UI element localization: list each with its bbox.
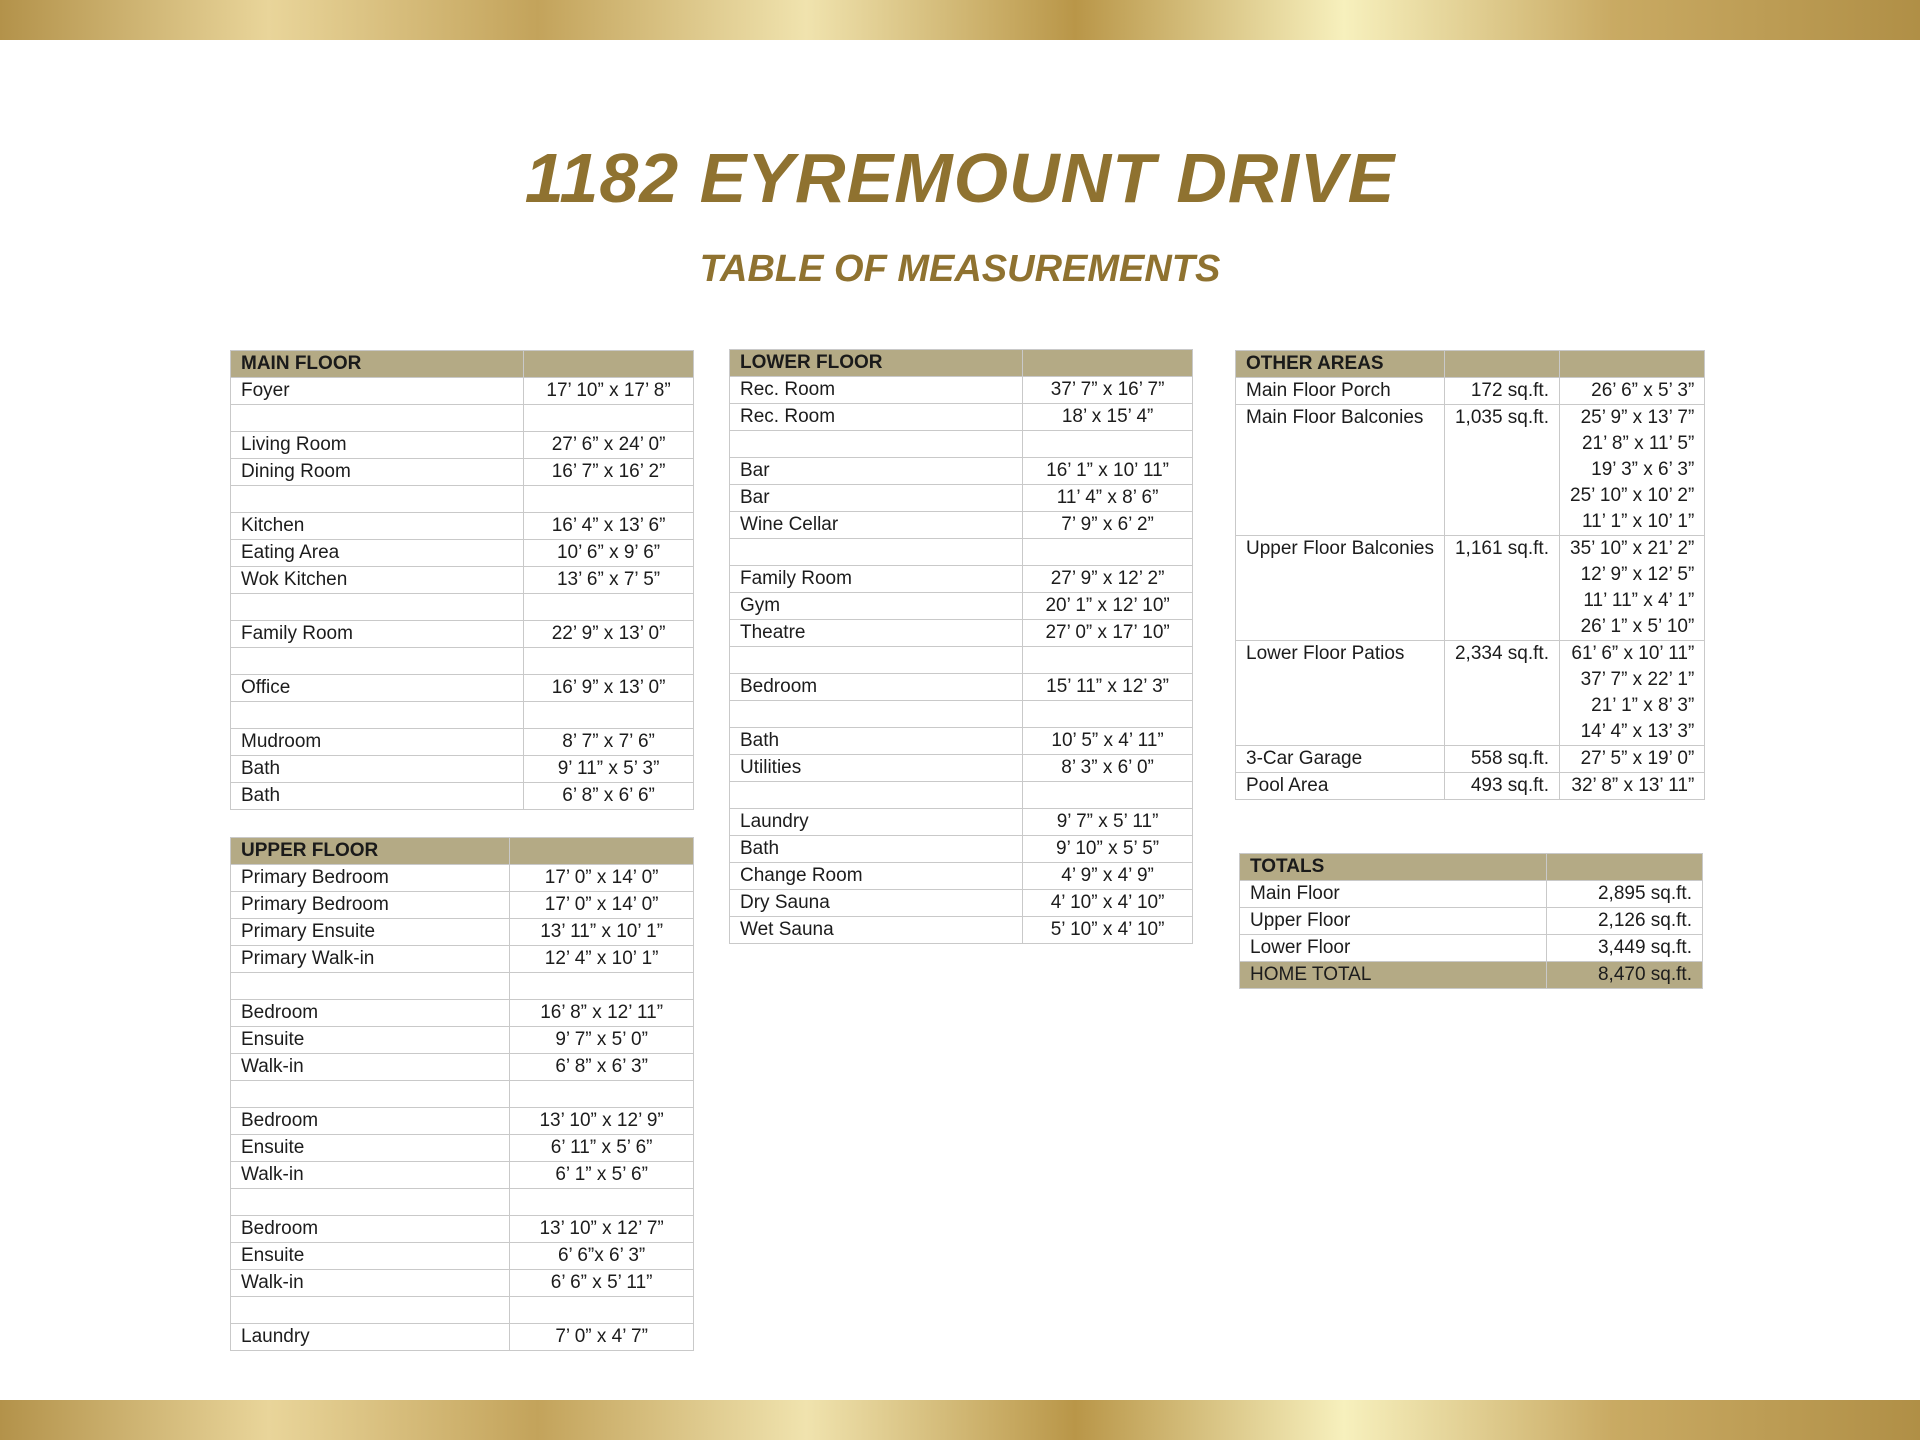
dimension-line: 37’ 7” x 22’ 1”: [1580, 669, 1695, 690]
table-row: [1240, 881, 1703, 908]
table-row: [730, 647, 1193, 674]
table-row: [231, 729, 694, 756]
area-sqft: 1,035 sq.ft.: [1444, 405, 1559, 536]
room-dimensions: 7’ 0” x 4’ 7”: [510, 1324, 694, 1351]
room-name: [231, 973, 510, 1000]
room-name: Family Room: [231, 621, 524, 648]
table-row: [231, 756, 694, 783]
table-header-row: [231, 351, 694, 378]
table-row: [231, 1189, 694, 1216]
room-dimensions: 11’ 4” x 8’ 6”: [1023, 485, 1193, 512]
table-row: [231, 1162, 694, 1189]
room-dimensions: 6’ 6” x 5’ 11”: [510, 1270, 694, 1297]
room-dimensions: 4’ 9” x 4’ 9”: [1023, 863, 1193, 890]
room-dimensions: 12’ 4” x 10’ 1”: [510, 946, 694, 973]
room-name: Utilities: [730, 755, 1023, 782]
table-row: [730, 485, 1193, 512]
area-sqft: 493 sq.ft.: [1444, 773, 1559, 800]
table-row: [231, 946, 694, 973]
room-name: Wet Sauna: [730, 917, 1023, 944]
table-row: [730, 539, 1193, 566]
bottom-gold-band: [0, 1400, 1920, 1440]
room-name: Family Room: [730, 566, 1023, 593]
table-row: [231, 892, 694, 919]
table-row: [231, 1270, 694, 1297]
room-dimensions: 27’ 6” x 24’ 0”: [524, 432, 694, 459]
room-dimensions: 27’ 0” x 17’ 10”: [1023, 620, 1193, 647]
dimension-line: 14’ 4” x 13’ 3”: [1580, 721, 1695, 742]
room-dimensions: 13’ 10” x 12’ 9”: [510, 1108, 694, 1135]
table-row: [730, 728, 1193, 755]
area-name: Pool Area: [1236, 773, 1445, 800]
room-dimensions: 10’ 5” x 4’ 11”: [1023, 728, 1193, 755]
table-header: MAIN FLOOR: [231, 351, 524, 378]
room-dimensions: 9’ 7” x 5’ 0”: [510, 1027, 694, 1054]
room-dimensions: 16’ 7” x 16’ 2”: [524, 459, 694, 486]
area-sqft: 1,161 sq.ft.: [1444, 536, 1559, 641]
room-dimensions: 5’ 10” x 4’ 10”: [1023, 917, 1193, 944]
area-name: Upper Floor Balconies: [1236, 536, 1445, 641]
dimension-line: 25’ 10” x 10’ 2”: [1570, 485, 1695, 506]
page-title: 1182 EYREMOUNT DRIVE: [524, 139, 1396, 217]
home-total-row: [1240, 962, 1703, 989]
room-dimensions: 6’ 8” x 6’ 6”: [524, 783, 694, 810]
room-dimensions: [524, 594, 694, 621]
room-dimensions: 6’ 1” x 5’ 6”: [510, 1162, 694, 1189]
dimension-line: 27’ 5” x 19’ 0”: [1580, 748, 1695, 769]
room-name: [231, 1081, 510, 1108]
dimension-line: 26’ 1” x 5’ 10”: [1580, 616, 1695, 637]
table-header-row: [1236, 351, 1705, 378]
area-dimensions: [1560, 641, 1705, 746]
room-name: Bath: [730, 728, 1023, 755]
dimension-line: 11’ 1” x 10’ 1”: [1581, 511, 1695, 532]
table-header-row: [730, 350, 1193, 377]
room-name: Eating Area: [231, 540, 524, 567]
dimension-line: 21’ 1” x 8’ 3”: [1591, 695, 1695, 716]
table-row: [1236, 405, 1705, 536]
room-name: Bedroom: [231, 1000, 510, 1027]
room-name: Bath: [231, 756, 524, 783]
room-name: Gym: [730, 593, 1023, 620]
total-label: Lower Floor: [1240, 935, 1547, 962]
room-dimensions: 6’ 11” x 5’ 6”: [510, 1135, 694, 1162]
table-row: [231, 459, 694, 486]
table-row: [231, 783, 694, 810]
home-total-label: HOME TOTAL: [1240, 962, 1547, 989]
room-name: [730, 539, 1023, 566]
area-sqft: 558 sq.ft.: [1444, 746, 1559, 773]
room-name: Walk-in: [231, 1270, 510, 1297]
room-dimensions: 6’ 8” x 6’ 3”: [510, 1054, 694, 1081]
room-name: Primary Walk-in: [231, 946, 510, 973]
total-value: 2,895 sq.ft.: [1547, 881, 1703, 908]
room-name: Ensuite: [231, 1027, 510, 1054]
room-dimensions: 10’ 6” x 9’ 6”: [524, 540, 694, 567]
area-name: Lower Floor Patios: [1236, 641, 1445, 746]
room-dimensions: 9’ 11” x 5’ 3”: [524, 756, 694, 783]
room-name: Primary Bedroom: [231, 865, 510, 892]
table-row: [231, 1324, 694, 1351]
table-header: UPPER FLOOR: [231, 838, 510, 865]
room-dimensions: 16’ 8” x 12’ 11”: [510, 1000, 694, 1027]
table-row: [1240, 908, 1703, 935]
dimension-line: 61’ 6” x 10’ 11”: [1571, 643, 1695, 664]
table-row: [1236, 378, 1705, 405]
table-row: [730, 917, 1193, 944]
room-dimensions: [1023, 782, 1193, 809]
room-name: Walk-in: [231, 1162, 510, 1189]
room-name: Bar: [730, 458, 1023, 485]
room-name: [730, 431, 1023, 458]
room-dimensions: [510, 973, 694, 1000]
table-row: [231, 1297, 694, 1324]
table-row: [231, 1000, 694, 1027]
table-row: [231, 486, 694, 513]
room-dimensions: 8’ 7” x 7’ 6”: [524, 729, 694, 756]
room-dimensions: 20’ 1” x 12’ 10”: [1023, 593, 1193, 620]
room-name: Laundry: [231, 1324, 510, 1351]
room-dimensions: 9’ 7” x 5’ 11”: [1023, 809, 1193, 836]
room-dimensions: 13’ 10” x 12’ 7”: [510, 1216, 694, 1243]
room-dimensions: 16’ 1” x 10’ 11”: [1023, 458, 1193, 485]
total-value: 3,449 sq.ft.: [1547, 935, 1703, 962]
room-name: [231, 405, 524, 432]
other-areas-table: [1235, 350, 1705, 800]
table-row: [730, 404, 1193, 431]
area-dimensions: [1560, 773, 1705, 800]
dimension-line: 26’ 6” x 5’ 3”: [1591, 380, 1695, 401]
home-total-value: 8,470 sq.ft.: [1547, 962, 1703, 989]
table-row: [1236, 746, 1705, 773]
room-dimensions: [510, 1189, 694, 1216]
dimension-line: 35’ 10” x 21’ 2”: [1570, 538, 1695, 559]
room-name: Walk-in: [231, 1054, 510, 1081]
table-row: [730, 620, 1193, 647]
room-name: Bedroom: [730, 674, 1023, 701]
room-dimensions: 13’ 6” x 7’ 5”: [524, 567, 694, 594]
table-row: [231, 594, 694, 621]
table-row: [231, 919, 694, 946]
room-name: [730, 782, 1023, 809]
total-label: Main Floor: [1240, 881, 1547, 908]
table-row: [730, 701, 1193, 728]
room-name: [231, 1297, 510, 1324]
room-dimensions: [524, 702, 694, 729]
area-dimensions: [1560, 378, 1705, 405]
area-sqft: 2,334 sq.ft.: [1444, 641, 1559, 746]
table-header-row: [231, 838, 694, 865]
table-row: [231, 675, 694, 702]
room-name: [231, 702, 524, 729]
room-dimensions: 16’ 4” x 13’ 6”: [524, 513, 694, 540]
table-row: [1240, 935, 1703, 962]
room-name: Rec. Room: [730, 404, 1023, 431]
table-header: LOWER FLOOR: [730, 350, 1023, 377]
room-dimensions: 22’ 9” x 13’ 0”: [524, 621, 694, 648]
room-name: Primary Ensuite: [231, 919, 510, 946]
table-row: [231, 432, 694, 459]
room-name: Office: [231, 675, 524, 702]
room-dimensions: 18’ x 15’ 4”: [1023, 404, 1193, 431]
table-row: [231, 1243, 694, 1270]
main-floor-table: [230, 350, 694, 810]
room-dimensions: [1023, 431, 1193, 458]
room-name: Bedroom: [231, 1108, 510, 1135]
area-sqft: 172 sq.ft.: [1444, 378, 1559, 405]
table-row: [231, 702, 694, 729]
room-name: [231, 648, 524, 675]
room-dimensions: [1023, 647, 1193, 674]
room-dimensions: [510, 1081, 694, 1108]
table-row: [1236, 536, 1705, 641]
table-header-row: [1240, 854, 1703, 881]
room-dimensions: [524, 486, 694, 513]
table-row: [730, 836, 1193, 863]
room-dimensions: 8’ 3” x 6’ 0”: [1023, 755, 1193, 782]
table-row: [730, 674, 1193, 701]
dimension-line: 12’ 9” x 12’ 5”: [1580, 564, 1695, 585]
table-row: [231, 378, 694, 405]
table-row: [730, 863, 1193, 890]
table-row: [730, 782, 1193, 809]
room-dimensions: 9’ 10” x 5’ 5”: [1023, 836, 1193, 863]
table-row: [730, 377, 1193, 404]
room-dimensions: 17’ 10” x 17’ 8”: [524, 378, 694, 405]
room-dimensions: [524, 405, 694, 432]
room-name: Dining Room: [231, 459, 524, 486]
room-name: Laundry: [730, 809, 1023, 836]
table-row: [231, 567, 694, 594]
room-dimensions: 27’ 9” x 12’ 2”: [1023, 566, 1193, 593]
room-name: Bedroom: [231, 1216, 510, 1243]
room-name: Primary Bedroom: [231, 892, 510, 919]
room-name: Living Room: [231, 432, 524, 459]
dimension-line: 11’ 11” x 4’ 1”: [1583, 590, 1695, 611]
room-name: Wine Cellar: [730, 512, 1023, 539]
area-dimensions: [1560, 536, 1705, 641]
area-name: 3-Car Garage: [1236, 746, 1445, 773]
totals-table: [1239, 853, 1703, 989]
room-name: Bath: [231, 783, 524, 810]
room-name: Wok Kitchen: [231, 567, 524, 594]
room-dimensions: 16’ 9” x 13’ 0”: [524, 675, 694, 702]
table-row: [231, 513, 694, 540]
table-header: TOTALS: [1240, 854, 1547, 881]
table-row: [730, 593, 1193, 620]
area-name: Main Floor Balconies: [1236, 405, 1445, 536]
room-name: Dry Sauna: [730, 890, 1023, 917]
table-row: [730, 566, 1193, 593]
room-name: Foyer: [231, 378, 524, 405]
table-row: [1236, 773, 1705, 800]
room-name: Bar: [730, 485, 1023, 512]
table-row: [231, 865, 694, 892]
table-row: [730, 431, 1193, 458]
table-row: [730, 809, 1193, 836]
room-dimensions: 13’ 11” x 10’ 1”: [510, 919, 694, 946]
dimension-line: 32’ 8” x 13’ 11”: [1571, 775, 1695, 796]
table-row: [730, 512, 1193, 539]
area-dimensions: [1560, 405, 1705, 536]
room-name: Change Room: [730, 863, 1023, 890]
upper-floor-table: [230, 837, 694, 1351]
table-row: [231, 1027, 694, 1054]
top-gold-band: [0, 0, 1920, 40]
dimension-line: 25’ 9” x 13’ 7”: [1580, 407, 1695, 428]
table-row: [231, 1135, 694, 1162]
room-name: [730, 701, 1023, 728]
table-row: [231, 540, 694, 567]
room-dimensions: 37’ 7” x 16’ 7”: [1023, 377, 1193, 404]
table-row: [231, 621, 694, 648]
room-name: [231, 486, 524, 513]
table-row: [231, 973, 694, 1000]
area-dimensions: [1560, 746, 1705, 773]
room-dimensions: [1023, 539, 1193, 566]
room-dimensions: [1023, 701, 1193, 728]
table-row: [231, 1216, 694, 1243]
room-dimensions: 15’ 11” x 12’ 3”: [1023, 674, 1193, 701]
lower-floor-table: [729, 349, 1193, 944]
room-dimensions: 7’ 9” x 6’ 2”: [1023, 512, 1193, 539]
table-row: [231, 405, 694, 432]
table-row: [231, 1054, 694, 1081]
table-row: [730, 755, 1193, 782]
room-name: [231, 1189, 510, 1216]
room-name: Ensuite: [231, 1243, 510, 1270]
page-subtitle: TABLE OF MEASUREMENTS: [699, 248, 1221, 290]
room-dimensions: [510, 1297, 694, 1324]
table-row: [231, 648, 694, 675]
table-row: [730, 458, 1193, 485]
room-name: Theatre: [730, 620, 1023, 647]
room-dimensions: 4’ 10” x 4’ 10”: [1023, 890, 1193, 917]
total-value: 2,126 sq.ft.: [1547, 908, 1703, 935]
room-dimensions: [524, 648, 694, 675]
table-row: [231, 1081, 694, 1108]
table-row: [231, 1108, 694, 1135]
table-row: [1236, 641, 1705, 746]
room-name: Rec. Room: [730, 377, 1023, 404]
room-name: [730, 647, 1023, 674]
room-name: [231, 594, 524, 621]
room-name: Bath: [730, 836, 1023, 863]
dimension-line: 21’ 8” x 11’ 5”: [1581, 433, 1695, 454]
area-name: Main Floor Porch: [1236, 378, 1445, 405]
room-dimensions: 17’ 0” x 14’ 0”: [510, 865, 694, 892]
room-name: Ensuite: [231, 1135, 510, 1162]
total-label: Upper Floor: [1240, 908, 1547, 935]
room-name: Mudroom: [231, 729, 524, 756]
room-dimensions: 6’ 6”x 6’ 3”: [510, 1243, 694, 1270]
table-header: OTHER AREAS: [1236, 351, 1445, 378]
room-name: Kitchen: [231, 513, 524, 540]
dimension-line: 19’ 3” x 6’ 3”: [1591, 459, 1695, 480]
room-dimensions: 17’ 0” x 14’ 0”: [510, 892, 694, 919]
table-row: [730, 890, 1193, 917]
